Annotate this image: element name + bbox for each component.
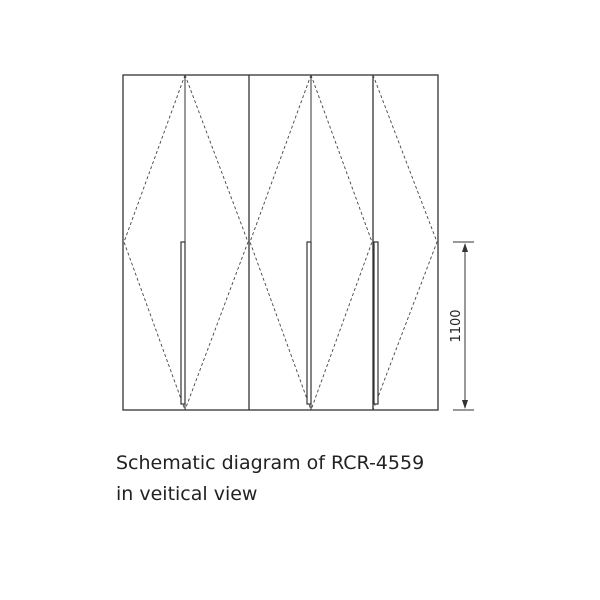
swing-panel-1 [124,75,185,410]
door-swing-lines [124,75,437,410]
diagram-caption [116,448,424,510]
swing-panel-5 [373,75,437,410]
swing-panel-2 [185,75,248,410]
dimension-arrow-top [462,243,468,252]
handle-3 [374,242,378,404]
cabinet-outline [123,75,438,410]
caption-line-1: Schematic diagram of RCR-4559 [116,452,425,474]
handles [181,242,378,404]
swing-panel-3 [250,75,311,410]
caption-line-2: in veitical view [116,483,258,505]
height-dimension [449,242,474,410]
handle-2 [307,242,311,404]
handle-1 [181,242,185,404]
swing-panel-4 [311,75,372,410]
dimension-arrow-bottom [462,400,468,409]
panel-dividers [185,75,373,410]
dimension-label: 1100 [449,309,464,343]
